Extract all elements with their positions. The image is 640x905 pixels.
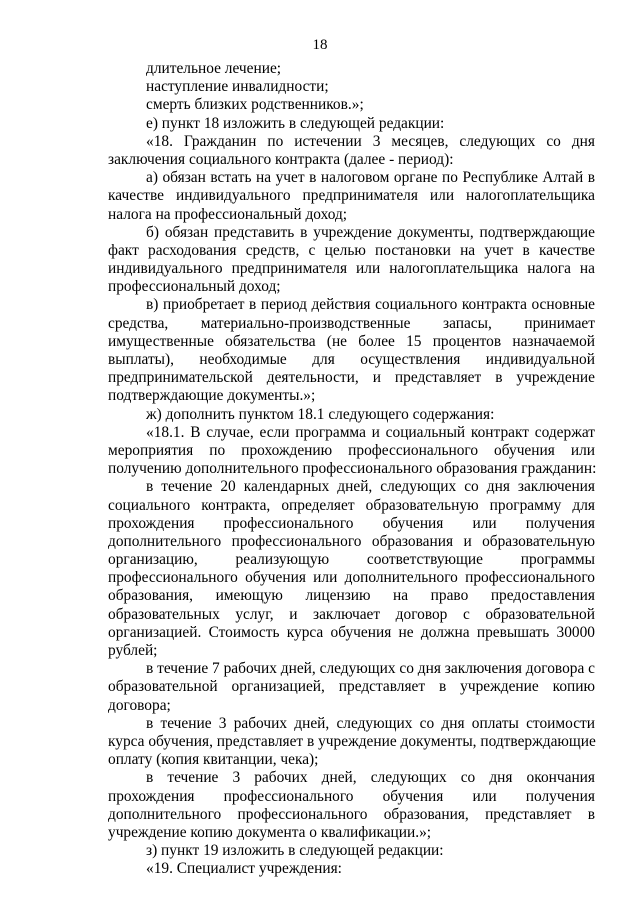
document-body: [108, 60, 595, 878]
text-line: а) обязан встать на учет в налоговом органе по Республике Алтай в: [146, 169, 595, 187]
text-line: курса обучения, представляет в учреждение документы, подтверждающие: [108, 732, 596, 750]
paragraph: [108, 424, 595, 479]
paragraph: [108, 96, 595, 114]
text-line: организацией. Стоимость курса обучения не должна превышать 30000: [108, 623, 595, 641]
paragraph: [108, 842, 595, 860]
text-line: е) пункт 18 изложить в следующей редакции:: [146, 114, 445, 132]
text-line: наступление инвалидности;: [146, 78, 329, 96]
text-line: профессиональный доход;: [108, 278, 281, 296]
paragraph: [108, 715, 595, 770]
text-line: подтверждающие документы.»;: [108, 387, 316, 405]
text-line: налога на профессиональный доход;: [108, 205, 348, 223]
text-line: длительное лечение;: [146, 60, 282, 77]
text-line: смерть близких родственников.»;: [146, 96, 364, 114]
paragraph: [108, 478, 595, 660]
paragraph: [108, 78, 595, 96]
text-line: образовательных услуг, и заключает договор с образовательной: [108, 605, 595, 623]
text-line: б) обязан представить в учреждение документы, подтверждающие: [146, 223, 595, 241]
paragraph: [108, 406, 595, 424]
paragraph: [108, 115, 595, 133]
text-line: качестве индивидуального предпринимателя или налогоплательщика: [108, 187, 595, 205]
text-line: в течение 20 календарных дней, следующих со дня заключения: [146, 478, 595, 496]
text-line: мероприятия по прохождению профессионального обучения или: [108, 441, 595, 459]
text-line: заключения социального контракта (далее - период):: [108, 150, 454, 168]
paragraph: [108, 60, 595, 78]
page-number: 18: [312, 37, 328, 53]
text-line: организацию, реализующую соответствующие программы: [108, 551, 595, 569]
text-line: «19. Специалист учреждения:: [146, 860, 342, 878]
text-line: индивидуального предпринимателя или налогоплательщика налога на: [108, 260, 595, 278]
text-line: образования, имеющую лицензию на право предоставления: [108, 587, 595, 605]
paragraph: [108, 169, 595, 224]
text-line: ж) дополнить пунктом 18.1 следующего содержания:: [146, 405, 495, 423]
text-line: в течение 3 рабочих дней, следующих со дня оплаты стоимости: [146, 714, 595, 732]
text-line: выплаты), необходимые для осуществления индивидуальной: [108, 351, 595, 368]
text-line: оплату (копия квитанции, чека);: [108, 751, 319, 769]
text-line: получению дополнительного профессионального образования гражданин:: [108, 460, 597, 478]
paragraph: [108, 769, 595, 842]
text-line: в течение 3 рабочих дней, следующих со дня окончания: [146, 769, 595, 787]
text-line: социального контракта, определяет образовательную программу для: [108, 496, 595, 514]
paragraph: [108, 296, 595, 405]
text-line: дополнительного профессионального образования и образовательную: [108, 532, 595, 550]
text-line: профессионального обучения или дополнительного профессионального: [108, 569, 595, 587]
text-line: имущественные обязательства (не более 15 процентов назначаемой: [108, 332, 595, 350]
paragraph: [108, 660, 595, 715]
text-line: договора;: [108, 696, 171, 714]
text-line: в течение 7 рабочих дней, следующих со дня заключения договора с: [146, 660, 595, 678]
text-line: средства, материально-производственные запасы, принимает: [108, 314, 595, 332]
text-line: учреждение копию документа о квалификации.»;: [108, 823, 432, 841]
text-line: в) приобретает в период действия социального контракта основные: [146, 296, 595, 314]
text-line: «18. Гражданин по истечении 3 месяцев, следующих со дня: [146, 132, 595, 150]
text-line: дополнительного профессионального образования, представляет в: [108, 805, 595, 823]
paragraph: [108, 133, 595, 169]
paragraph: [108, 224, 595, 297]
text-line: з) пункт 19 изложить в следующей редакции:: [146, 842, 444, 860]
text-line: прохождения профессионального обучения или получения: [108, 514, 595, 532]
text-line: образовательной организацией, представляет в учреждение копию: [108, 678, 595, 696]
text-line: предпринимательской деятельности, и представляет в учреждение: [108, 369, 595, 387]
text-line: рублей;: [108, 642, 158, 659]
text-line: прохождения профессионального обучения или получения: [108, 787, 595, 805]
text-line: факт расходования средств, с целью постановки на учет в качестве: [108, 241, 595, 259]
paragraph: [108, 860, 595, 878]
text-line: «18.1. В случае, если программа и социальный контракт содержат: [146, 423, 595, 441]
